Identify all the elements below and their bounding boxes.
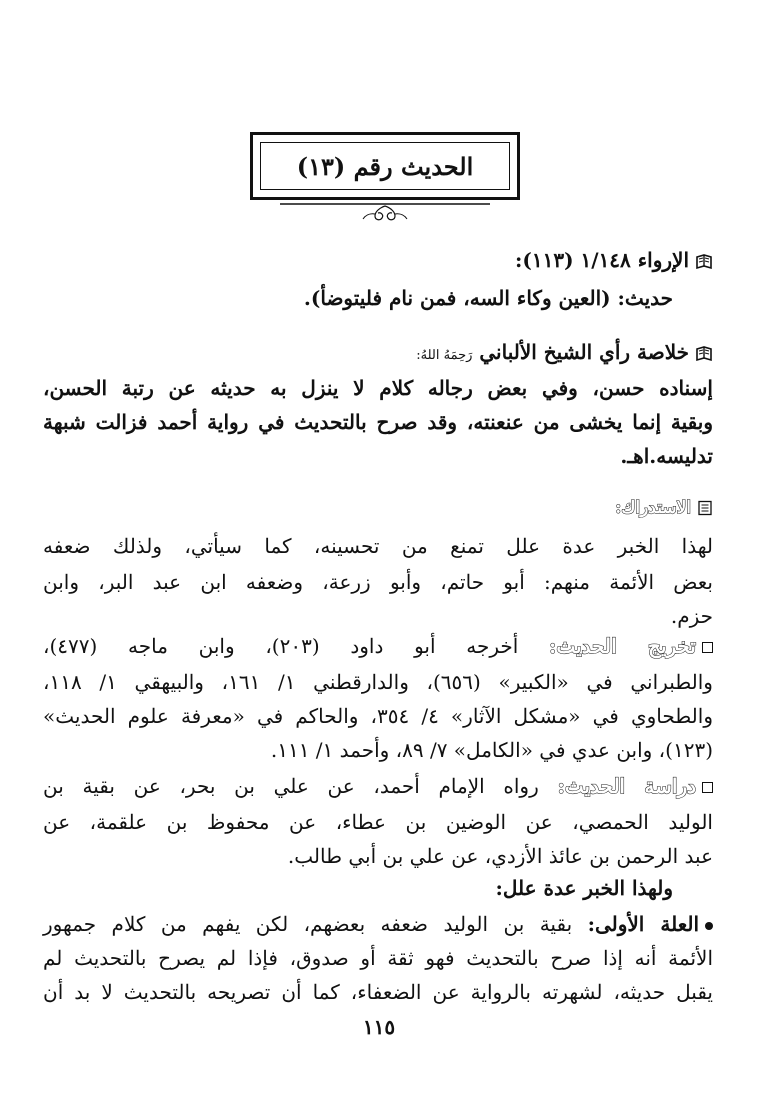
square-bullet-icon [702, 782, 713, 793]
illa-line-3: يقبل حديثه، لشهرته بالرواية عن الضعفاء، كما أن تصريحه بالتحديث لا بد أن [43, 980, 713, 1004]
illa-label: العلة الأولى: [587, 912, 699, 936]
illa-line-2: الأئمة أنه إذا صرح بالتحديث فهو ثقة أو صدوق، فإذا لم يصرح بالتحديث لم [43, 946, 713, 970]
takhrij-line-1 [43, 630, 713, 662]
irwaa-heading-text: الإرواء ١/١٤٨ (١١٣): [514, 248, 689, 272]
title-frame [250, 132, 520, 200]
istidrak-heading-text: الاستدراك: [615, 498, 691, 518]
albani-line-2: وبقية إنما يخشى من عنعنته، وقد صرح بالتحديث في رواية أحمد فزالت شبهة [43, 410, 713, 434]
istidrak-line-3: حزم. [670, 604, 713, 628]
dirasa-first-part [43, 774, 713, 798]
dirasa-line-2: الوليد الحمصي، عن الوضين بن عطاء، عن محفوظ بن علقمة، عن [43, 810, 713, 834]
albani-line-1: إسناده حسن، وفي بعض رجاله كلام لا ينزل به حديثه عن رتبة الحسن، [43, 376, 713, 400]
dirasa-line-3: عبد الرحمن بن عائذ الأزدي، عن علي بن أبي طالب. [287, 844, 713, 868]
istidrak-line-1: لهذا الخبر عدة علل تمنع من تحسينه، كما سيأتي، ولذلك ضعفه [43, 534, 713, 558]
book-icon [695, 253, 713, 271]
illa-line-1-text: بقية بن الوليد ضعفه بعضهم، لكن يفهم من كلام جمهور [43, 912, 573, 936]
albani-line-3: تدليسه.اهـ. [620, 444, 713, 468]
takhrij-line-3: والطحاوي في «مشكل الآثار» ٤/ ٣٥٤، والحاكم في «معرفة علوم الحديث» [43, 704, 713, 728]
document-icon [697, 500, 713, 516]
dirasa-line-1 [43, 770, 713, 802]
takhrij-line-2: والطبراني في «الكبير» (٦٥٦)، والدارقطني ١/ ١٦١، والبيهقي ١/ ١١٨، [43, 670, 713, 694]
albani-heading [43, 336, 713, 372]
page-title: الحديث رقم (١٣) [296, 151, 474, 181]
bullet-icon [705, 922, 713, 930]
albani-heading-text: خلاصة رأي الشيخ الألباني [479, 340, 689, 364]
dirasa-label: دراسة الحديث: [557, 774, 697, 798]
takhrij-line-1-text: أخرجه أبو داود (٢٠٣)، وابن ماجه (٤٧٧)، [43, 634, 519, 658]
istidrak-line-2: بعض الأئمة منهم: أبو حاتم، وأبو زرعة، وضعفه ابن عبد البر، وابن [43, 570, 713, 594]
irwaa-heading [43, 244, 713, 276]
title-frame-inner [260, 142, 510, 190]
ornament-divider-icon [280, 200, 490, 224]
dirasa-line-1-text: رواه الإمام أحمد، عن علي بن بحر، عن بقية بن [43, 774, 539, 798]
illa-line-1 [43, 908, 713, 940]
honorific: رَحِمَهُ اللهُ: [416, 348, 473, 363]
istidrak-heading [43, 490, 713, 524]
takhrij-line-4: (١٢٣)، وابن عدي في «الكامل» ٧/ ٨٩، وأحمد ١/ ١١١. [270, 738, 713, 762]
square-bullet-icon [702, 642, 713, 653]
illa-first-part [43, 912, 713, 936]
takhrij-first-part [43, 634, 713, 658]
hadith-text: حديث: (العين وكاء السه، فمن نام فليتوضأ). [303, 286, 673, 310]
takhrij-label: تخريج الحديث: [549, 634, 697, 658]
book-icon [695, 345, 713, 363]
dirasa-subheading: ولهذا الخبر عدة علل: [495, 876, 673, 900]
page-number: ١١٥ [362, 1015, 396, 1039]
